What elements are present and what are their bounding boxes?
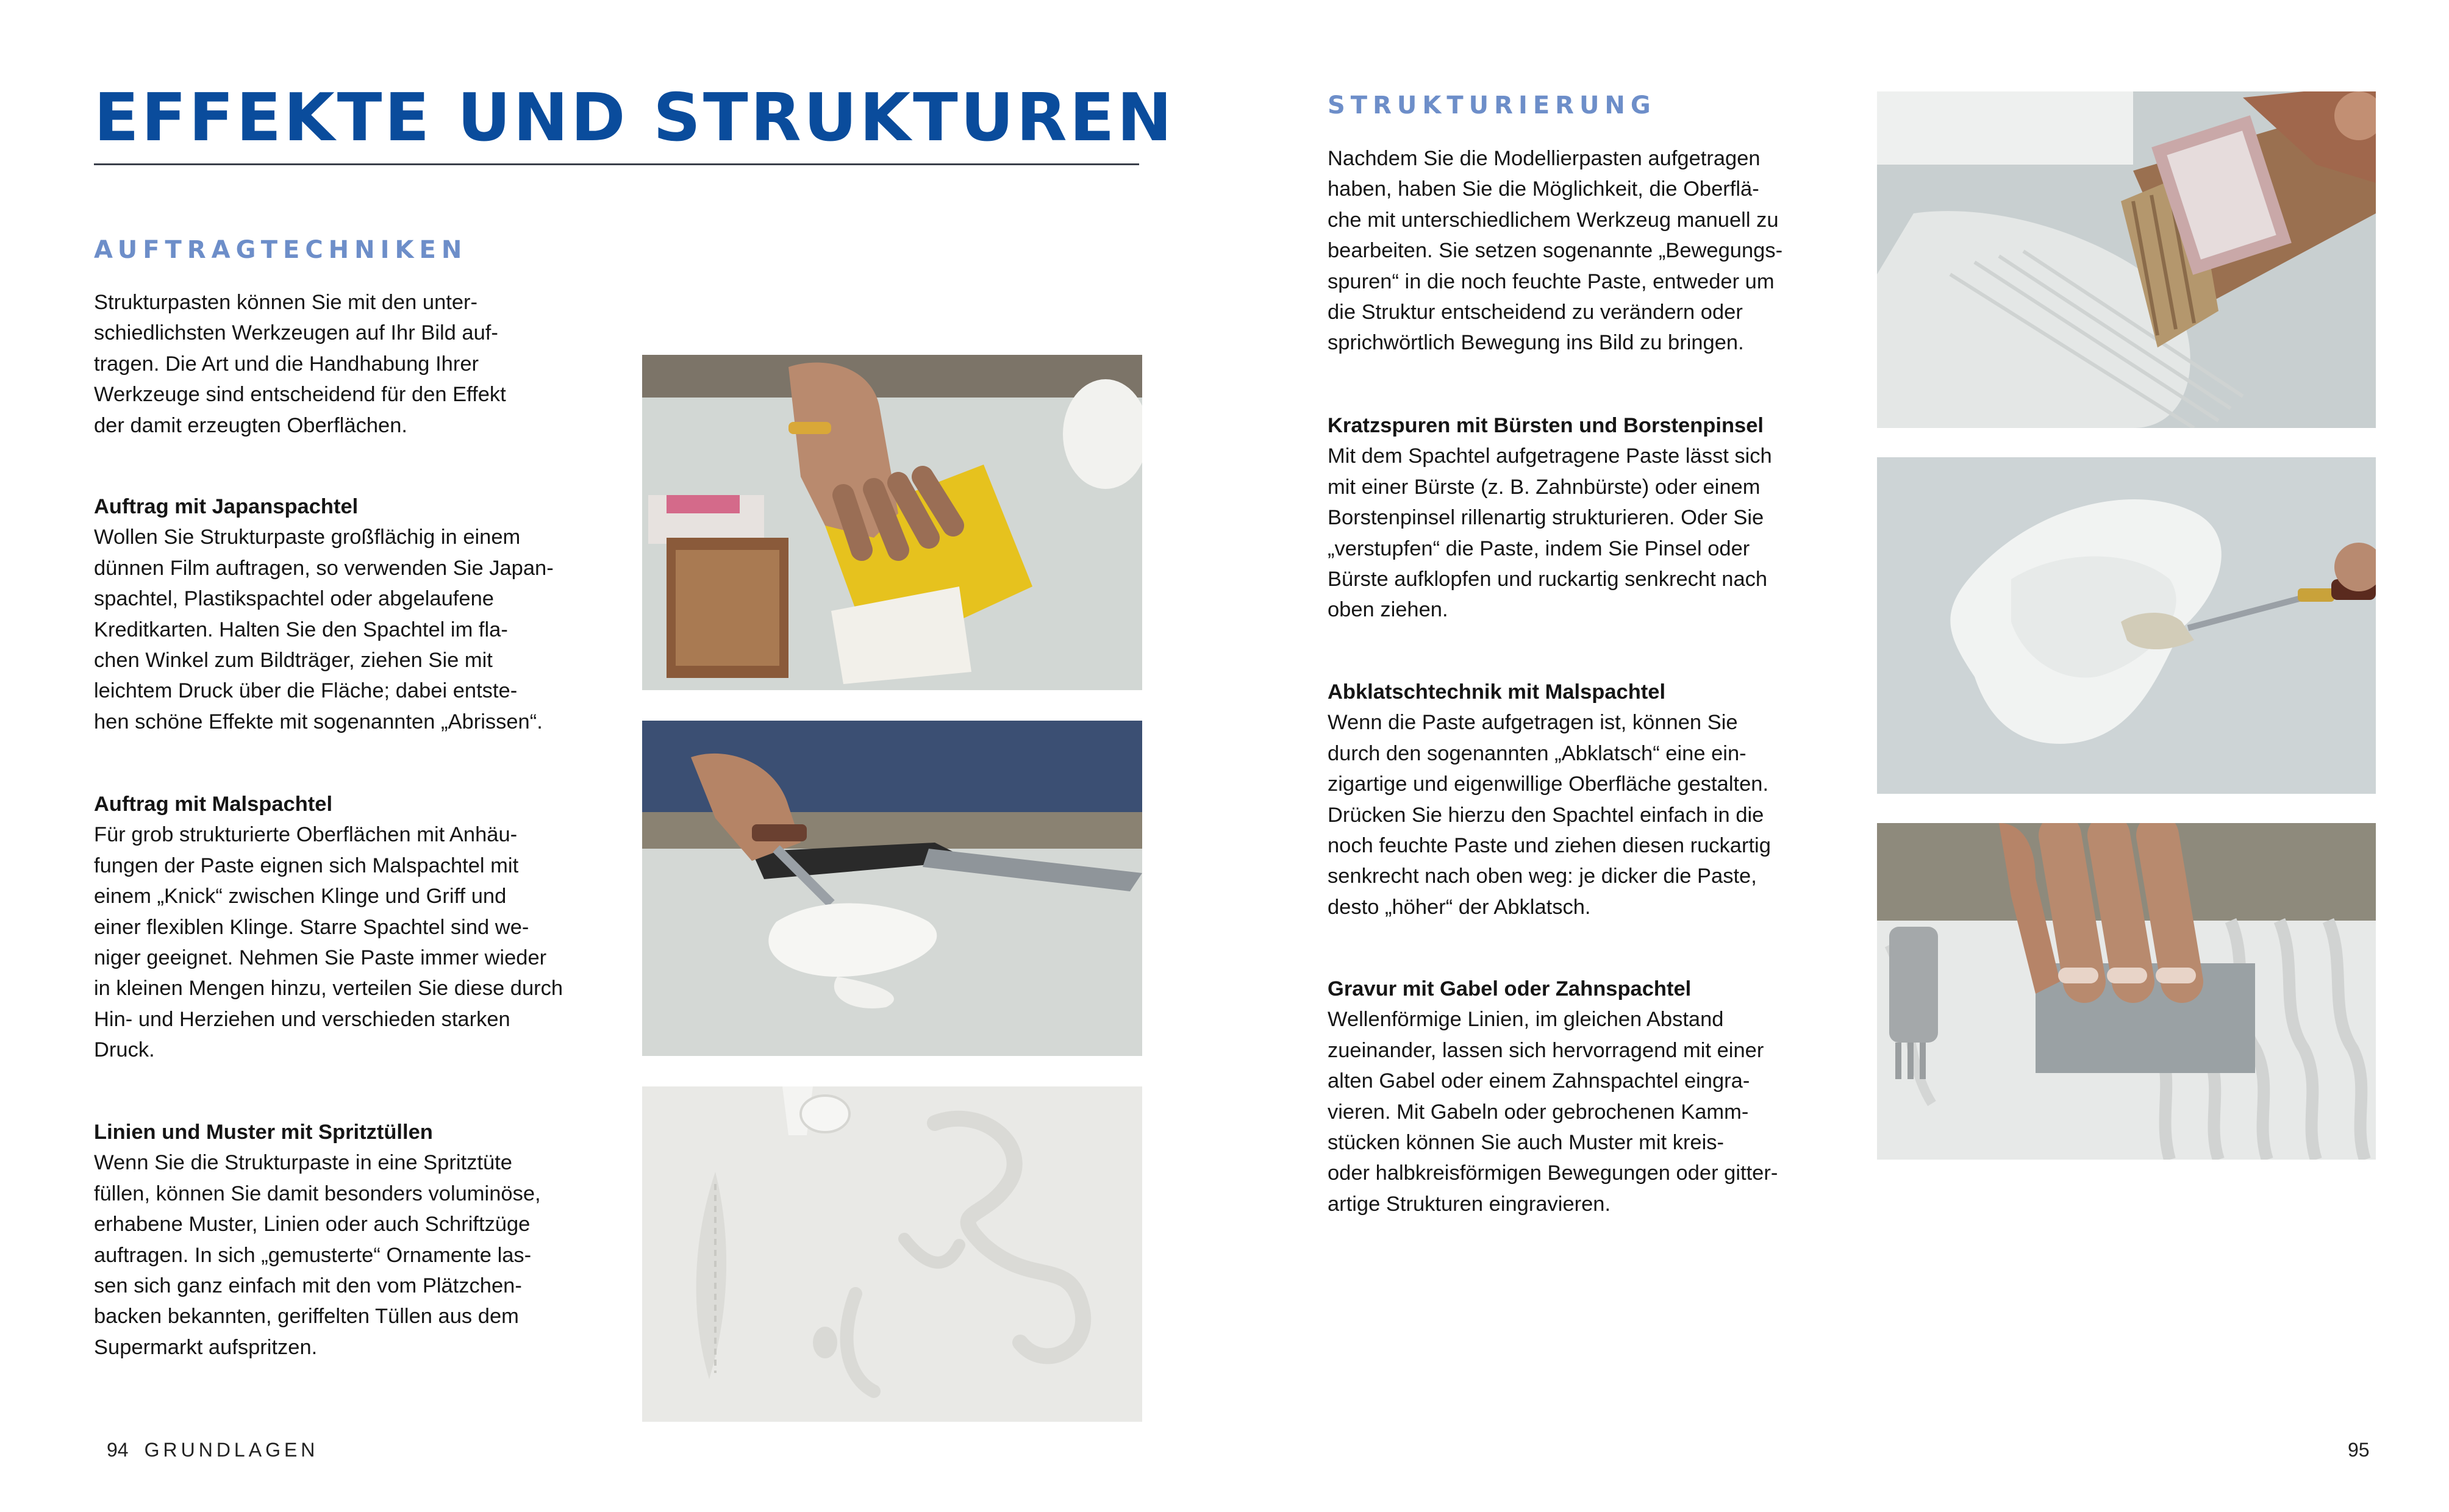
block-japanspachtel [94, 491, 631, 737]
text-line: Borstenpinsel rillenartig strukturieren. Oder Sie [1328, 506, 1764, 530]
text-line: Werkzeuge sind entscheidend für den Effekt [94, 383, 506, 407]
text-line: Nachdem Sie die Modellierpasten aufgetragen [1328, 147, 1761, 170]
text-line: bearbeiten. Sie setzen sogenannte „Bewegungs- [1328, 239, 1783, 263]
block-kratzspuren [1328, 410, 1864, 626]
section-heading-strukturierung: STRUKTURIERUNG [1328, 91, 1656, 119]
text-line: chen Winkel zum Bildträger, ziehen Sie mit [94, 649, 493, 672]
text-line: tragen. Die Art und die Handhabung Ihrer [94, 352, 479, 376]
text-line: „verstupfen“ die Paste, indem Sie Pinsel oder [1328, 537, 1750, 560]
subheading: Kratzspuren mit Bürsten und Borstenpinsel [1328, 414, 1764, 437]
text-line: Mit dem Spachtel aufgetragene Paste lässt sich [1328, 444, 1772, 468]
page-number: 95 [2348, 1439, 2370, 1461]
text-line: hen schöne Effekte mit sogenannten „Abrissen“. [94, 710, 543, 733]
subheading: Abklatschtechnik mit Malspachtel [1328, 680, 1666, 704]
page-footer-left [107, 1440, 318, 1460]
intro-auftragtechniken [94, 287, 631, 441]
text-line: haben, haben Sie die Möglichkeit, die Oberflä- [1328, 177, 1759, 201]
text-line: die Struktur entscheidend zu verändern oder [1328, 301, 1743, 324]
block-abklatsch [1328, 677, 1864, 922]
text-line: leichtem Druck über die Fläche; dabei entste- [94, 679, 518, 703]
text-line: auftragen. In sich „gemusterte“ Ornamente las- [94, 1243, 532, 1267]
text-line: Druck. [94, 1038, 155, 1062]
page-footer-right [2348, 1440, 2370, 1460]
text-line: vieren. Mit Gabeln oder gebrochenen Kamm- [1328, 1100, 1749, 1124]
text-line: erhabene Muster, Linien oder auch Schriftzüge [94, 1213, 531, 1236]
text-line: füllen, können Sie damit besonders voluminöse, [94, 1182, 541, 1205]
text-line: Kreditkarten. Halten Sie den Spachtel im fla- [94, 618, 508, 641]
text-line: Wenn die Paste aufgetragen ist, können Sie [1328, 711, 1738, 735]
text-line: niger geeignet. Nehmen Sie Paste immer wieder [94, 946, 547, 970]
text-line: Drücken Sie hierzu den Spachtel einfach in die [1328, 803, 1764, 827]
text-line: Hin- und Herziehen und verschieden starken [94, 1007, 510, 1031]
running-head: GRUNDLAGEN [144, 1439, 319, 1461]
photo-kratzspuren [1877, 91, 2376, 428]
text-line: zueinander, lassen sich hervorragend mit einer [1328, 1038, 1764, 1062]
text-line: desto „höher“ der Abklatsch. [1328, 895, 1591, 919]
photo-malspachtel [642, 721, 1142, 1056]
text-line: durch den sogenannten „Abklatsch“ eine ein- [1328, 741, 1746, 765]
text-line: che mit unterschiedlichem Werkzeug manuell zu [1328, 208, 1779, 232]
text-line: fungen der Paste eignen sich Malspachtel mit [94, 854, 519, 877]
block-spritztuellen [94, 1117, 631, 1363]
text-line: Wellenförmige Linien, im gleichen Abstand [1328, 1008, 1724, 1032]
text-line: noch feuchte Paste und ziehen diesen ruckartig [1328, 834, 1771, 858]
subheading: Auftrag mit Malspachtel [94, 793, 333, 816]
title-rule [94, 163, 1139, 165]
text-line: oben ziehen. [1328, 598, 1448, 622]
text-line: Wollen Sie Strukturpaste großflächig in einem [94, 526, 521, 549]
page-title: EFFEKTE UND STRUKTUREN [94, 80, 1174, 156]
text-line: stücken können Sie auch Muster mit kreis- [1328, 1131, 1725, 1155]
text-line: oder halbkreisförmigen Bewegungen oder gitter- [1328, 1161, 1778, 1185]
text-line: Supermarkt aufspritzen. [94, 1335, 318, 1359]
block-malspachtel [94, 789, 631, 1066]
text-line: spuren“ in die noch feuchte Paste, entweder um [1328, 269, 1775, 293]
text-line: backen bekannten, geriffelten Tüllen aus dem [94, 1305, 519, 1328]
text-line: dünnen Film auftragen, so verwenden Sie Japan- [94, 556, 554, 580]
text-line: schiedlichsten Werkzeugen auf Ihr Bild auf- [94, 321, 498, 345]
text-line: sen sich ganz einfach mit den vom Plätzchen- [94, 1274, 522, 1298]
intro-strukturierung [1328, 143, 1864, 358]
text-line: sprichwörtlich Bewegung ins Bild zu bringen. [1328, 331, 1744, 355]
photo-abklatsch [1877, 457, 2376, 794]
text-line: der damit erzeugten Oberflächen. [94, 413, 407, 437]
text-line: einer flexiblen Klinge. Starre Spachtel sind we- [94, 915, 529, 939]
page-number: 94 [107, 1439, 129, 1461]
text-line: einem „Knick“ zwischen Klinge und Griff und [94, 885, 507, 908]
text-line: Bürste aufklopfen und ruckartig senkrecht nach [1328, 568, 1768, 591]
subheading: Auftrag mit Japanspachtel [94, 495, 359, 518]
text-line: Strukturpasten können Sie mit den unter- [94, 291, 478, 314]
text-line: in kleinen Mengen hinzu, verteilen Sie diese durch [94, 977, 563, 1000]
text-line: mit einer Bürste (z. B. Zahnbürste) oder einem [1328, 475, 1761, 499]
subheading: Gravur mit Gabel oder Zahnspachtel [1328, 977, 1692, 1000]
text-line: Für grob strukturierte Oberflächen mit Anhäu- [94, 823, 518, 847]
text-line: alten Gabel oder einem Zahnspachtel eingra- [1328, 1069, 1750, 1093]
text-line: artige Strukturen eingravieren. [1328, 1192, 1611, 1216]
section-heading-auftragtechniken: AUFTRAGTECHNIKEN [94, 236, 468, 264]
text-line: senkrecht nach oben weg: je dicker die Paste, [1328, 865, 1757, 888]
photo-japanspachtel [642, 355, 1142, 690]
block-gravur [1328, 974, 1864, 1219]
photo-gravur [1877, 823, 2376, 1160]
text-line: spachtel, Plastikspachtel oder abgelaufene [94, 587, 494, 611]
text-line: zigartige und eigenwillige Oberfläche gestalten. [1328, 772, 1769, 796]
right-page [1224, 0, 2449, 1512]
left-page [0, 0, 1224, 1512]
subheading: Linien und Muster mit Spritztüllen [94, 1121, 433, 1144]
photo-spritztuellen [642, 1086, 1142, 1422]
text-line: Wenn Sie die Strukturpaste in eine Spritztüte [94, 1151, 512, 1175]
